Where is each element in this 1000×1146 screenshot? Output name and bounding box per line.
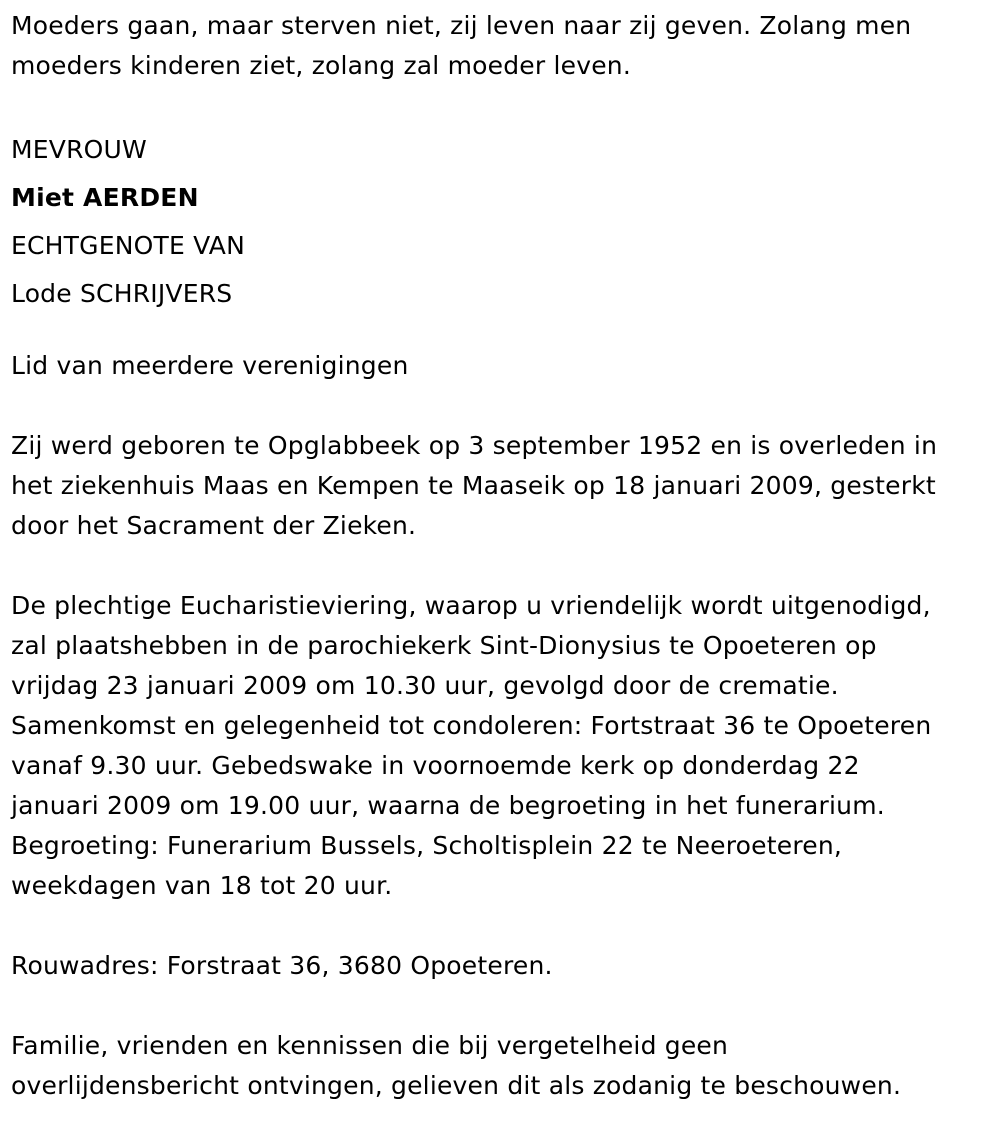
ceremony-line: Begroeting: Funerarium Bussels, Scholtisplein 22 te Neeroeteren, [11,831,843,860]
closing-line: overlijdensbericht ontvingen, gelieven dit als zodanig te beschouwen. [11,1071,902,1100]
ceremony-line: weekdagen van 18 tot 20 uur. [11,871,393,900]
birth-death-line: het ziekenhuis Maas en Kempen te Maaseik op 18 januari 2009, gesterkt [11,471,936,500]
ceremony-line: vrijdag 23 januari 2009 om 10.30 uur, gevolgd door de crematie. [11,671,839,700]
relation-label: ECHTGENOTE VAN [11,231,245,260]
membership-text: Lid van meerdere verenigingen [11,351,409,380]
birth-death-paragraph [11,426,991,546]
closing-line: Familie, vrienden en kennissen die bij vergetelheid geen [11,1031,729,1060]
spouse-name: Lode SCHRIJVERS [11,279,233,308]
address-paragraph [11,946,991,986]
ceremony-line: januari 2009 om 19.00 uur, waarna de begroeting in het funerarium. [11,791,885,820]
ceremony-paragraph [11,586,991,906]
verse-line: Moeders gaan, maar sterven niet, zij leven naar zij geven. Zolang men [11,11,912,40]
ceremony-line: De plechtige Eucharistieviering, waarop u vriendelijk wordt uitgenodigd, [11,591,931,620]
birth-death-line: Zij werd geboren te Opglabbeek op 3 september 1952 en is overleden in [11,431,938,460]
title-prefix: MEVROUW [11,135,147,164]
deceased-heading [11,126,991,318]
mourning-address: Rouwadres: Forstraat 36, 3680 Opoeteren. [11,951,553,980]
obituary-document [11,6,991,1146]
birth-death-line: door het Sacrament der Zieken. [11,511,417,540]
deceased-name: Miet AERDEN [11,183,199,212]
ceremony-line: zal plaatshebben in de parochiekerk Sint-Dionysius te Opoeteren op [11,631,877,660]
closing-paragraph [11,1026,991,1106]
ceremony-line: vanaf 9.30 uur. Gebedswake in voornoemde kerk op donderdag 22 [11,751,860,780]
verse-paragraph [11,6,991,86]
verse-line: moeders kinderen ziet, zolang zal moeder leven. [11,51,631,80]
ceremony-line: Samenkomst en gelegenheid tot condoleren: Fortstraat 36 te Opoeteren [11,711,932,740]
membership-paragraph [11,346,991,386]
